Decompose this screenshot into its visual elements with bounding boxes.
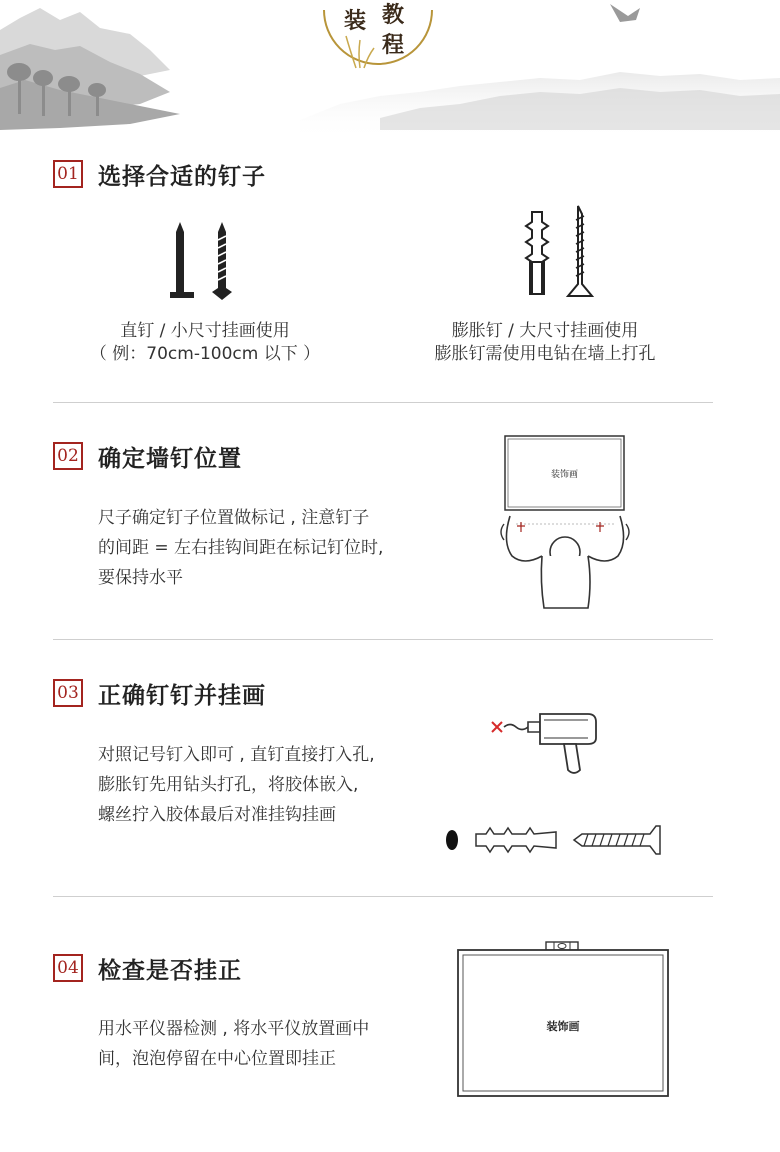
section-divider (53, 402, 713, 403)
person-hanging-painting-illustration (490, 432, 640, 616)
text-line: 对照记号钉入即可 , 直钉直接打入孔, (98, 745, 375, 765)
section-divider (53, 639, 713, 640)
section-divider (53, 896, 713, 897)
section-title-01: 选择合适的钉子 (98, 164, 266, 190)
section-number-02: 02 (53, 442, 83, 470)
seal-char-3: 程 (382, 32, 405, 58)
text-line: 要保持水平 (98, 568, 183, 588)
text-line: 间，泡泡停留在中心位置即挂正 (98, 1049, 336, 1069)
section-number-01: 01 (53, 160, 83, 188)
section-text-02 (98, 503, 383, 593)
text-line: 膨胀钉先用钻头打孔，将胶体嵌入, (98, 775, 359, 795)
caption-straight-line2: （ 例：70cm-100cm 以下 ） (89, 344, 321, 364)
hole-anchor-screw-illustration (440, 820, 672, 860)
text-line: 的间距 = 左右挂钩间距在标记钉位时, (98, 538, 384, 558)
seal-char-2: 教 (382, 2, 405, 28)
caption-straight-line1: 直钉 / 小尺寸挂画使用 (120, 321, 290, 341)
caption-expansion-line1: 膨胀钉 / 大尺寸挂画使用 (451, 321, 639, 341)
frame-label: 装饰画 (546, 1020, 580, 1033)
caption-expansion-line2: 膨胀钉需使用电钻在墙上打孔 (434, 344, 656, 364)
text-line: 螺丝拧入胶体最后对准挂钩挂画 (98, 805, 336, 825)
section-text-03 (98, 740, 375, 830)
expansion-nail-icon (520, 204, 600, 304)
tutorial-seal (316, 0, 440, 74)
caption-straight-nail (60, 320, 350, 366)
section-title-02: 确定墙钉位置 (98, 446, 242, 472)
seal-char-1: 装 (344, 8, 367, 34)
frame-label: 装饰画 (550, 470, 579, 480)
drill-icon (488, 708, 602, 778)
text-line: 尺子确定钉子位置做标记 , 注意钉子 (98, 508, 370, 528)
caption-expansion-nail (400, 320, 690, 366)
section-number-04: 04 (53, 954, 83, 982)
framed-painting-with-level-illustration (456, 940, 672, 1100)
section-text-04 (98, 1014, 369, 1074)
straight-nail-icon (166, 218, 238, 304)
section-number-03: 03 (53, 679, 83, 707)
text-line: 用水平仪器检测 , 将水平仪放置画中 (98, 1019, 370, 1039)
section-title-04: 检查是否挂正 (98, 958, 242, 984)
section-title-03: 正确钉钉并挂画 (98, 683, 266, 709)
